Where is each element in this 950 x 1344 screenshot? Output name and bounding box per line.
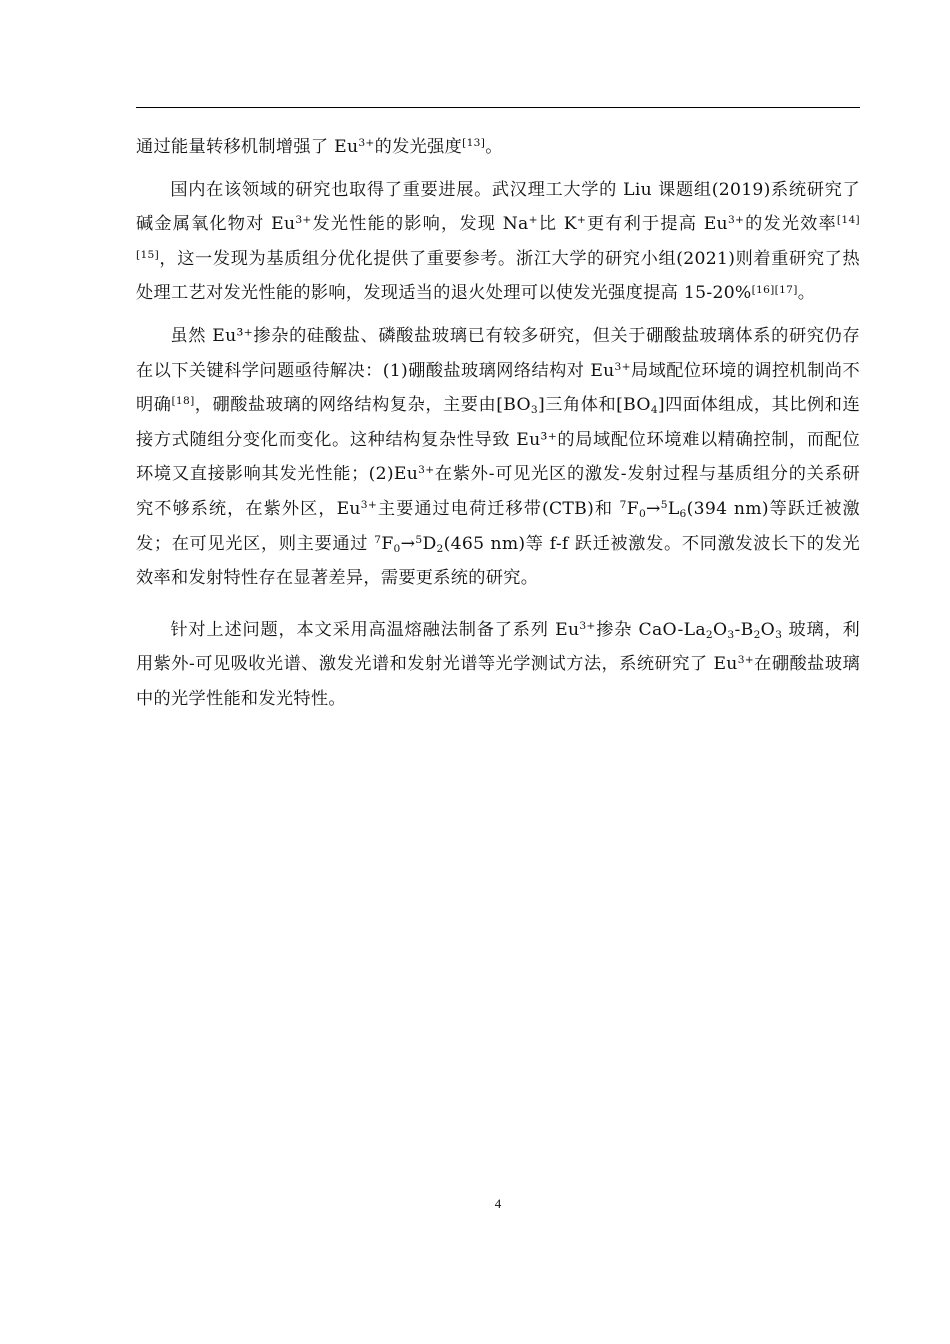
arrow-glyph: → [646,498,661,519]
subscript: 2 [753,627,761,641]
superscript: 3+ [295,213,312,227]
superscript: 3+ [579,618,596,632]
superscript: + [576,213,587,227]
subscript: 4 [650,403,658,417]
text-span: 通过能量转移机制增强了 Eu [136,137,359,157]
text-span: (465 nm)等 f-f 跃迁被激发。不同激发波长下的发光效率和发射特性存在显著差异，需要更系统的研究。 [136,533,860,589]
arrow-glyph: → [400,533,416,554]
text-span: D [422,533,437,554]
text-span: 发光性能的影响，发现 Na [311,214,529,235]
text-span: 。 [485,137,503,157]
subscript: 6 [679,506,687,520]
citation-ref[interactable]: [13] [462,136,486,150]
text-span: -B [734,619,754,640]
text-span: 国内在该领域的研究也取得了重要进展。武汉理工大学的 Liu 课题组(2019)系统研究了碱金属氧化物对 Eu [136,179,860,235]
text-span: 在硼酸盐玻璃中的光学性能和发光特性。 [136,654,860,709]
subscript: 2 [705,627,714,641]
subscript: 2 [436,541,444,555]
text-span: 的发光效率 [744,214,837,235]
superscript: 3+ [418,463,435,477]
superscript: 7 [374,532,382,546]
header-rule [136,107,860,108]
superscript: 3+ [727,213,745,227]
text-span: 比 K [537,214,577,235]
text-span: 。 [797,283,816,304]
text-span: 的发光强度 [374,137,463,157]
text-span: O [760,619,776,640]
text-span: F [381,533,394,554]
text-span: L [667,498,680,519]
superscript: 5 [660,498,668,512]
text-span: 掺杂 CaO-La [595,619,706,640]
citation-ref[interactable]: [14][15] [136,213,860,261]
paragraph-2 [136,173,860,311]
text-span: 主要通过电荷迁移带(CTB)和 [377,498,620,519]
paragraph-4 [136,613,860,717]
text-span: F [626,498,639,519]
text-span: ]三角体和[BO [538,395,651,416]
paragraph-1 [136,130,860,165]
superscript: + [528,213,538,227]
superscript: 3+ [614,359,631,373]
text-span: ]四面体组成，其比例和连接方式随组分变化而变化。这种结构复杂性导致 Eu³⁺的局域配位环境难以精确控制，而配位环境又直接影响其发光性能；(2)Eu [136,395,860,485]
body-text [136,130,860,717]
text-span: 虽然 Eu³⁺掺杂的硅酸盐、磷酸盐玻璃已有较多研究，但关于硼酸盐玻璃体系的研究仍存在以下关键科学问题亟待解决：(1)硼酸盐玻璃网络结构对 Eu [136,325,860,381]
subscript: 0 [393,541,401,555]
superscript: 3+ [358,136,375,150]
superscript: 5 [415,532,423,546]
superscript: 7 [619,498,627,512]
text-span: O [713,619,728,640]
subscript: 3 [727,627,735,641]
text-span: (394 nm)等跃迁被激发；在可见光区，则主要通过 [136,498,861,554]
text-span: ，硼酸盐玻璃的网络结构复杂，主要由[BO [194,395,531,416]
text-span: 局域配位环境的调控机制尚不明确 [136,360,861,416]
paragraph-3 [136,319,860,596]
citation-ref[interactable]: [18] [171,394,195,408]
text-span: ，这一发现为基质组分优化提供了重要参考。浙江大学的研究小组(2021)则着重研究了热处理工艺对发光性能的影响，发现适当的退火处理可以使发光强度提高 15-20% [136,248,860,304]
subscript: 0 [638,506,647,520]
text-span: 更有利于提高 Eu [586,214,728,235]
page-number: 4 [494,1196,502,1211]
superscript: 3+ [737,653,754,667]
subscript: 3 [530,403,538,417]
superscript: 3+ [360,498,378,512]
subscript: 3 [775,627,783,641]
citation-ref[interactable]: [16][17] [751,282,798,296]
text-span: 在紫外-可见光区的激发-发射过程与基质组分的关系研究不够系统，在紫外区，Eu [136,464,860,519]
text-span: 针对上述问题，本文采用高温熔融法制备了系列 Eu [170,619,580,640]
text-span: 玻璃，利用紫外-可见吸收光谱、激发光谱和发射光谱等光学测试方法，系统研究了 Eu [136,619,861,675]
